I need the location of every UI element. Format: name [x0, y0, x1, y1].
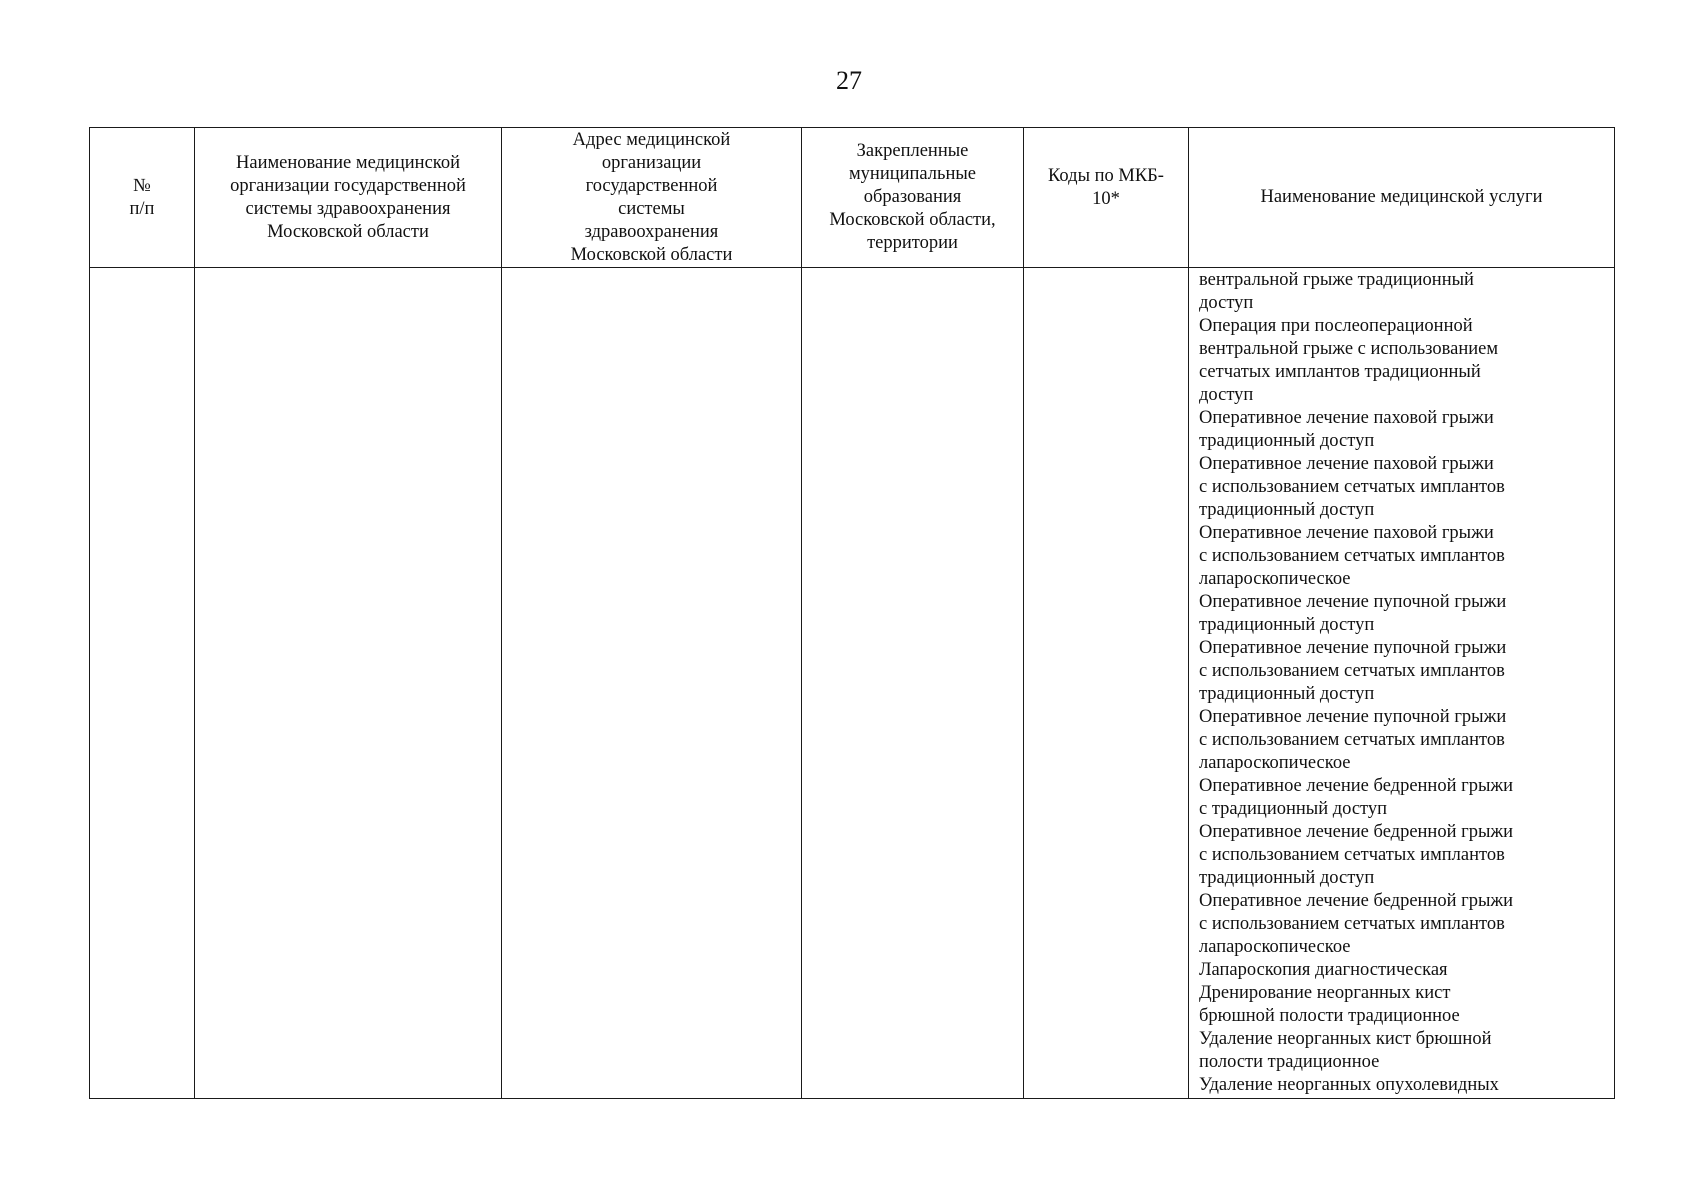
cell-icd-codes — [1024, 268, 1189, 1099]
service-line: с использованием сетчатых имплантов — [1199, 845, 1505, 865]
service-line: с использованием сетчатых имплантов — [1199, 661, 1505, 681]
service-line: Оперативное лечение пупочной грыжи — [1199, 707, 1507, 727]
service-line: традиционный доступ — [1199, 500, 1375, 520]
services-table — [89, 127, 1615, 1099]
service-line: с использованием сетчатых имплантов — [1199, 546, 1505, 566]
header-service-name — [1189, 128, 1615, 268]
service-line: с традиционный доступ — [1199, 799, 1388, 819]
service-line: Лапароскопия диагностическая — [1199, 960, 1448, 980]
header-organization-name-text: Наименование медицинской организации государственной системы здравоохранения Московской области — [230, 152, 466, 242]
header-service-name-text: Наименование медицинской услуги — [1260, 187, 1543, 207]
service-line: Оперативное лечение бедренной грыжи — [1199, 891, 1514, 911]
table-row — [90, 268, 1615, 1099]
service-line: традиционный доступ — [1199, 431, 1375, 451]
service-line: брюшной полости традиционное — [1199, 1006, 1460, 1026]
cell-organization-address — [502, 268, 802, 1099]
header-icd-codes — [1024, 128, 1189, 268]
header-organization-address — [502, 128, 802, 268]
cell-services — [1189, 268, 1615, 1099]
page-number: 27 — [836, 66, 862, 95]
header-territories — [802, 128, 1024, 268]
service-line: Оперативное лечение паховой грыжи — [1199, 408, 1494, 428]
service-line: традиционный доступ — [1199, 868, 1375, 888]
service-line: Оперативное лечение паховой грыжи — [1199, 454, 1494, 474]
service-line: лапароскопическое — [1199, 753, 1351, 773]
service-line: Дренирование неорганных кист — [1199, 983, 1451, 1003]
services-list — [1189, 268, 1614, 1097]
service-line: доступ — [1199, 293, 1254, 313]
service-line: сетчатых имплантов традиционный — [1199, 362, 1481, 382]
service-line: полости традиционное — [1199, 1052, 1380, 1072]
header-row-number — [90, 128, 195, 268]
service-line: традиционный доступ — [1199, 615, 1375, 635]
service-line: вентральной грыже с использованием — [1199, 339, 1499, 359]
service-line: вентральной грыже традиционный — [1199, 270, 1474, 290]
service-line: доступ — [1199, 385, 1254, 405]
header-row-number-text: № п/п — [129, 175, 155, 219]
header-organization-address-text: Адрес медицинской организации государственной системы здравоохранения Московской области — [570, 129, 733, 265]
service-line: Оперативное лечение бедренной грыжи — [1199, 776, 1514, 796]
service-line: лапароскопическое — [1199, 937, 1351, 957]
service-line: Оперативное лечение пупочной грыжи — [1199, 638, 1507, 658]
service-line: традиционный доступ — [1199, 684, 1375, 704]
service-line: Удаление неорганных опухолевидных — [1199, 1075, 1499, 1095]
header-territories-text: Закрепленные муниципальные образования Московской области, территории — [829, 141, 996, 253]
service-line: Удаление неорганных кист брюшной — [1199, 1029, 1492, 1049]
service-line: с использованием сетчатых имплантов — [1199, 477, 1505, 497]
table-header-row — [90, 128, 1615, 268]
header-organization-name — [195, 128, 502, 268]
header-icd-codes-text: Коды по МКБ- 10* — [1048, 165, 1164, 209]
service-line: с использованием сетчатых имплантов — [1199, 914, 1505, 934]
service-line: лапароскопическое — [1199, 569, 1351, 589]
service-line: Оперативное лечение бедренной грыжи — [1199, 822, 1514, 842]
service-line: Операция при послеоперационной — [1199, 316, 1473, 336]
service-line: Оперативное лечение пупочной грыжи — [1199, 592, 1507, 612]
cell-organization-name — [195, 268, 502, 1099]
cell-row-number — [90, 268, 195, 1099]
service-line: с использованием сетчатых имплантов — [1199, 730, 1505, 750]
service-line: Оперативное лечение паховой грыжи — [1199, 523, 1494, 543]
cell-territories — [802, 268, 1024, 1099]
